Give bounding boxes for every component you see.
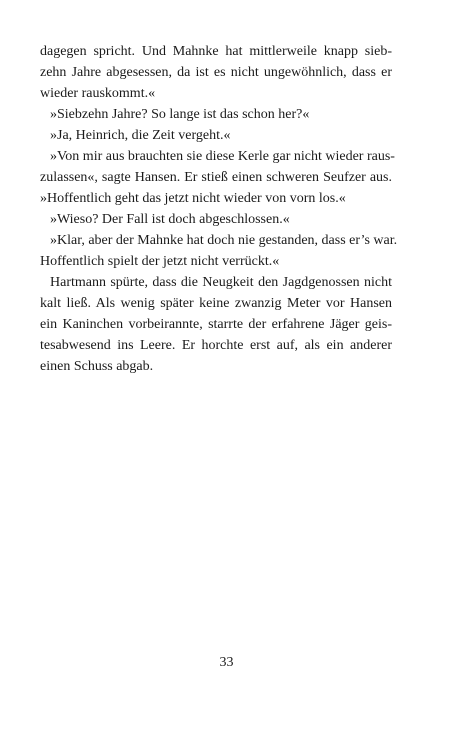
text-line: Hoffentlich spielt der jetzt nicht verrückt.«: [40, 254, 280, 269]
text-line: tesabwesend ins Leere. Er horchte erst auf, als ein anderer: [40, 338, 392, 353]
text-line: dagegen spricht. Und Mahnke hat mittlerweile knapp sieb-: [40, 44, 392, 59]
text-line: einen Schuss abgab.: [40, 359, 154, 374]
text-line: Hartmann spürte, dass die Neugkeit den Jagdgenossen nicht: [50, 275, 392, 290]
body-text: [40, 41, 398, 377]
text-line: kalt ließ. Als wenig später keine zwanzig Meter vor Hansen: [40, 296, 392, 311]
text-line: »Siebzehn Jahre? So lange ist das schon her?«: [50, 107, 310, 122]
text-line: zulassen«, sagte Hansen. Er stieß einen schweren Seufzer aus.: [40, 170, 392, 185]
text-line: »Von mir aus brauchten sie diese Kerle gar nicht wieder raus-: [50, 149, 395, 164]
text-line: »Wieso? Der Fall ist doch abgeschlossen.«: [50, 212, 290, 227]
text-line: wieder rauskommt.«: [40, 86, 156, 101]
text-line: ein Kaninchen vorbeirannte, starrte der erfahrene Jäger geis-: [40, 317, 392, 332]
text-line: zehn Jahre abgesessen, da ist es nicht ungewöhnlich, dass er: [40, 65, 392, 80]
page-number: 33: [219, 655, 234, 670]
text-line: »Klar, aber der Mahnke hat doch nie gestanden, dass er’s war.: [50, 233, 398, 248]
text-line: »Hoffentlich geht das jetzt nicht wieder von vorn los.«: [40, 191, 346, 206]
text-line: »Ja, Heinrich, die Zeit vergeht.«: [50, 128, 231, 143]
